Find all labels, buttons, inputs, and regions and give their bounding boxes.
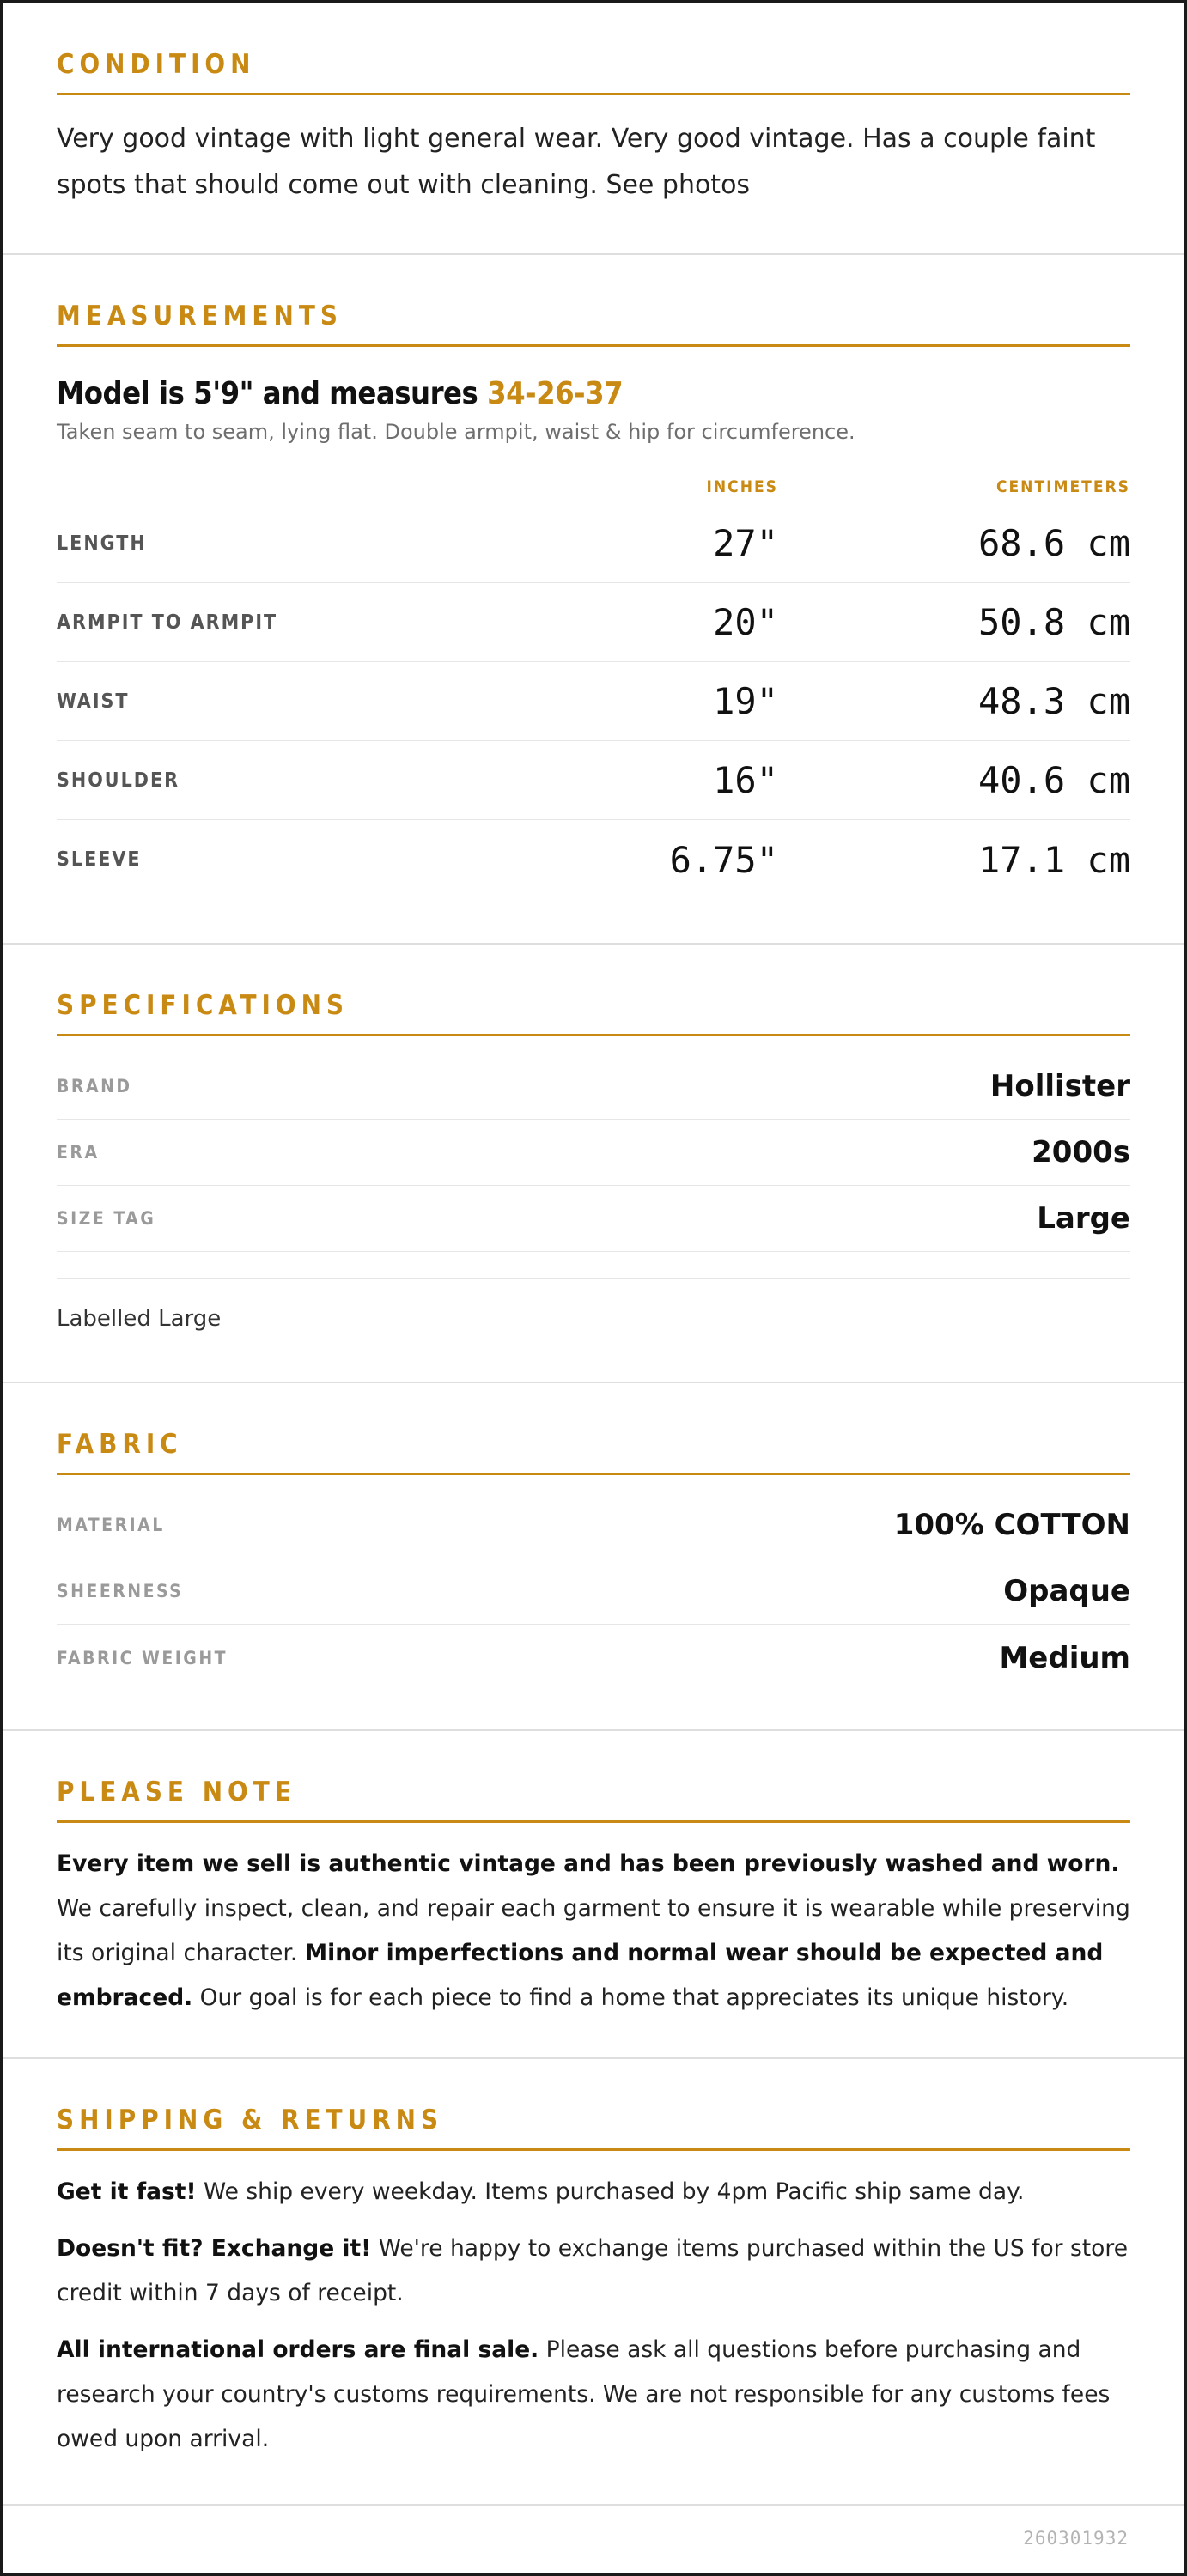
shipping-bold: Doesn't fit? Exchange it! (57, 2235, 372, 2263)
condition-section (3, 3, 1184, 255)
model-value: 34-26-37 (487, 376, 624, 412)
measurement-inches: 16" (713, 759, 778, 802)
measurement-label: WAIST (57, 690, 130, 713)
measurement-label: ARMPIT TO ARMPIT (57, 611, 278, 634)
measurement-row (57, 820, 1130, 899)
specifications-title: SPECIFICATIONS (57, 991, 1130, 1036)
fabric-label: MATERIAL (57, 1515, 165, 1536)
measurements-header (57, 470, 1130, 504)
measurement-cm: 48.3 cm (977, 680, 1130, 723)
spec-row-size-tag (57, 1186, 1130, 1252)
fabric-section (3, 1383, 1184, 1731)
please-note-section (3, 1731, 1184, 2059)
shipping-text: We're happy to exchange items purchased within the US for store credit within 7 days of receipt. (57, 2235, 1129, 2307)
fabric-row-sheerness (57, 1558, 1130, 1625)
measurements-title: MEASUREMENTS (57, 301, 1130, 347)
header-inches: INCHES (706, 477, 778, 497)
shipping-para-fast (57, 2170, 1130, 2215)
measurement-row (57, 741, 1130, 820)
measurements-table (57, 504, 1130, 899)
note-bold-2: Minor imperfections and normal wear should be expected and embraced. (57, 1940, 1104, 2012)
shipping-para-international (57, 2328, 1130, 2462)
please-note-text (57, 1842, 1130, 2020)
spec-row-era (57, 1120, 1130, 1186)
measurement-cm: 50.8 cm (977, 601, 1130, 644)
measurement-cm: 17.1 cm (977, 838, 1130, 881)
spec-value: Hollister (989, 1069, 1130, 1104)
spec-label: ERA (57, 1142, 100, 1163)
shipping-para-exchange (57, 2227, 1130, 2316)
measurements-section (3, 255, 1184, 945)
spec-row-brand (57, 1054, 1130, 1120)
shipping-text: We ship every weekday. Items purchased by 4pm Pacific ship same day. (196, 2178, 1025, 2206)
note-bold-1: Every item we sell is authentic vintage and has been previously washed and worn. (57, 1850, 1120, 1878)
measurement-inches: 27" (713, 522, 778, 565)
measurement-row (57, 504, 1130, 583)
fabric-title: FABRIC (57, 1430, 1130, 1475)
note-text-1: We carefully inspect, clean, and repair each garment to ensure it is wearable while preserving its original character. (57, 1895, 1130, 1967)
fabric-value: Opaque (1003, 1574, 1130, 1609)
shipping-bold: All international orders are final sale. (57, 2336, 539, 2364)
fabric-value: 100% COTTON (893, 1508, 1130, 1543)
condition-title: CONDITION (57, 50, 1130, 95)
fabric-label: FABRIC WEIGHT (57, 1647, 228, 1668)
measurement-row (57, 583, 1130, 662)
model-measurements (57, 376, 1130, 411)
note-text-2: Our goal is for each piece to find a home that appreciates its unique history. (192, 1984, 1069, 2012)
measurement-row (57, 662, 1130, 741)
model-prefix: Model is 5'9" and measures (57, 376, 488, 412)
fabric-row-material (57, 1492, 1130, 1558)
fabric-list (57, 1492, 1130, 1691)
shipping-text: Please ask all questions before purchasing and research your country's customs requirements. We are not responsible for any customs fees owed upon arrival. (57, 2336, 1111, 2453)
condition-text: Very good vintage with light general wear. Very good vintage. Has a couple faint spots that should come out with cleaning. See photos (57, 124, 1096, 201)
spec-value: Large (1037, 1201, 1130, 1236)
spec-label: SIZE TAG (57, 1208, 156, 1230)
measurement-cm: 40.6 cm (977, 759, 1130, 802)
sku-number: 260301932 (1023, 2528, 1129, 2549)
please-note-title: PLEASE NOTE (57, 1777, 1130, 1823)
measurement-inches: 20" (713, 601, 778, 644)
measurement-label: SHOULDER (57, 769, 180, 792)
fabric-label: SHEERNESS (57, 1581, 184, 1602)
fabric-row-weight (57, 1625, 1130, 1691)
shipping-section (3, 2059, 1184, 2506)
spec-label: BRAND (57, 1076, 132, 1097)
specifications-list (57, 1054, 1130, 1252)
measurement-inches: 6.75" (669, 838, 778, 881)
measurement-cm: 68.6 cm (977, 522, 1130, 565)
measurement-label: LENGTH (57, 532, 147, 555)
spec-value: 2000s (1032, 1135, 1130, 1170)
spec-note: Labelled Large (57, 1278, 1130, 1332)
measurement-inches: 19" (713, 680, 778, 723)
measurement-label: SLEEVE (57, 848, 142, 872)
measurements-subtitle: Taken seam to seam, lying flat. Double armpit, waist & hip for circumference. (57, 420, 855, 445)
shipping-bold: Get it fast! (57, 2178, 197, 2206)
fabric-value: Medium (999, 1640, 1130, 1675)
shipping-title: SHIPPING & RETURNS (57, 2105, 1130, 2151)
specifications-section (3, 945, 1184, 1383)
header-centimeters: CENTIMETERS (995, 477, 1130, 497)
